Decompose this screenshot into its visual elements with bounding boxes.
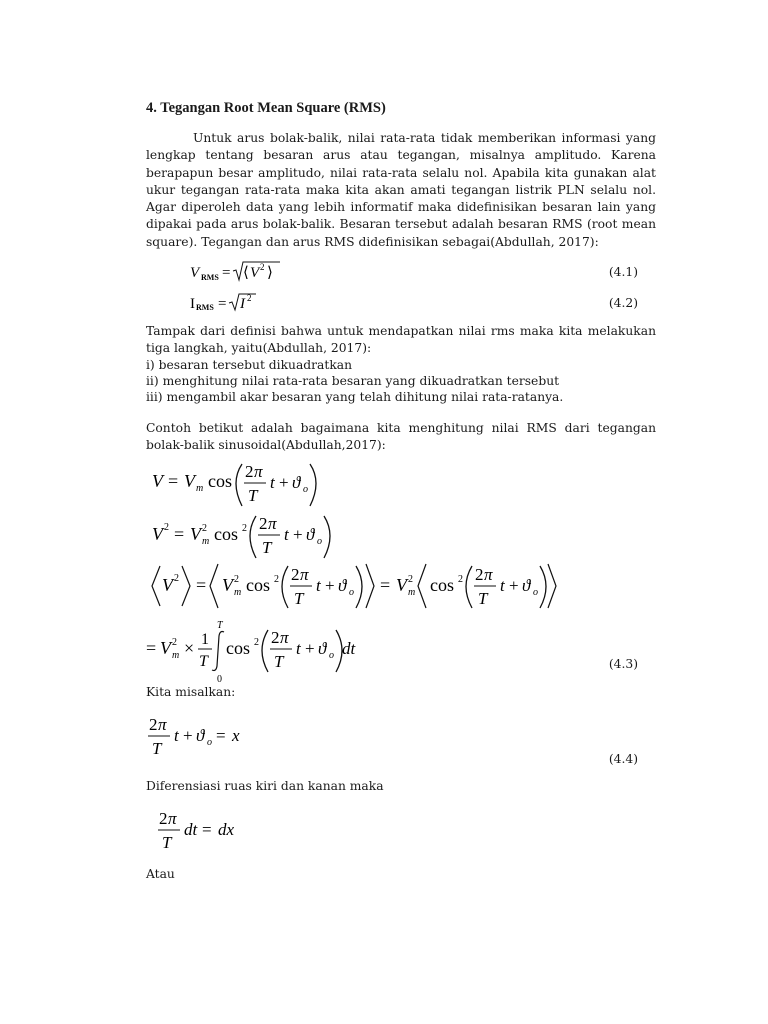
svg-text:cos: cos — [208, 471, 232, 491]
svg-text:o: o — [533, 587, 538, 598]
equation-number-4-1: (4.1) — [608, 265, 638, 279]
step-item: iii) mengambil akar besaran yang telah dihitung nilai rata-ratanya. — [146, 390, 564, 404]
svg-text:V: V — [396, 575, 407, 595]
svg-text:t: t — [284, 525, 289, 544]
svg-text:0: 0 — [217, 674, 222, 685]
step-item: i) besaran tersebut dikuadratkan — [146, 358, 353, 372]
svg-text:+: + — [305, 639, 315, 658]
svg-text:=: = — [146, 638, 157, 658]
svg-text:dx: dx — [218, 820, 235, 839]
svg-text:=: = — [380, 575, 391, 595]
svg-text:T: T — [294, 589, 304, 608]
svg-text:+: + — [183, 726, 193, 745]
svg-text:2: 2 — [274, 574, 279, 585]
svg-text:ϑ: ϑ — [338, 576, 347, 595]
svg-text:V: V — [152, 524, 163, 544]
svg-text:2: 2 — [271, 628, 280, 647]
svg-text:=: = — [202, 820, 212, 839]
svg-text:2: 2 — [159, 809, 168, 828]
svg-text:t: t — [316, 576, 321, 595]
svg-text:=: = — [196, 575, 207, 595]
svg-text:m: m — [172, 650, 180, 661]
svg-text:π: π — [254, 462, 263, 481]
svg-text:t: t — [174, 726, 179, 745]
atau-text: Atau — [146, 867, 175, 881]
svg-text:T: T — [274, 652, 284, 671]
diferensiasi-text: Diferensiasi ruas kiri dan kanan maka — [146, 779, 384, 793]
svg-text:×: × — [184, 638, 195, 658]
svg-text:T: T — [478, 589, 488, 608]
equation-number-4-2: (4.2) — [608, 296, 638, 310]
equation-number-4-3: (4.3) — [608, 657, 638, 671]
svg-text:ϑ: ϑ — [522, 576, 531, 595]
svg-text:dt: dt — [342, 639, 356, 658]
svg-text:=: = — [216, 726, 226, 745]
svg-text:cos: cos — [430, 575, 454, 595]
svg-text:π: π — [158, 715, 167, 734]
svg-text:cos: cos — [246, 575, 270, 595]
svg-text:2: 2 — [260, 262, 265, 272]
svg-text:+: + — [325, 576, 335, 595]
svg-text:=: = — [168, 471, 179, 491]
svg-text:2: 2 — [164, 522, 169, 533]
svg-text:I: I — [190, 296, 195, 312]
svg-text:1: 1 — [201, 631, 209, 648]
svg-text:T: T — [217, 620, 223, 631]
equation-4-4 — [146, 712, 286, 767]
svg-text:T: T — [248, 486, 258, 505]
equation-4-2 — [190, 292, 270, 319]
intro-paragraph: Untuk arus bolak-balik, nilai rata-rata tidak memberikan informasi yang lengkap tentang besaran arus atau tegangan, misalnya amplitudo. Karena berapapun besar amplitudo, nilai rata-rata selalu nol. Apabila kita gunakan alat ukur tegangan rata-rata maka kita akan amati tegangan listrik PLN selalu nol. Agar diperoleh data yang lebih informatif maka didefinisikan besaran lain yang dipakai pada arus bolak-balik. Besaran tersebut adalah besaran RMS (root mean square). Tegangan dan arus RMS didefinisikan sebagai(Abdullah, 2017): — [146, 131, 656, 249]
svg-text:T: T — [162, 833, 172, 852]
svg-text:V: V — [222, 575, 233, 595]
svg-text:V: V — [250, 265, 260, 281]
svg-text:⟨: ⟨ — [243, 265, 249, 281]
svg-text:m: m — [196, 483, 204, 494]
kita-misalkan-text: Kita misalkan: — [146, 685, 236, 699]
svg-text:2: 2 — [234, 574, 239, 585]
svg-text:2: 2 — [458, 574, 463, 585]
svg-text:+: + — [293, 525, 303, 544]
svg-text:t: t — [500, 576, 505, 595]
svg-text:V: V — [162, 575, 173, 595]
svg-text:o: o — [317, 536, 322, 547]
svg-text:π: π — [484, 565, 493, 584]
svg-text:o: o — [303, 484, 308, 495]
svg-text:T: T — [152, 739, 162, 758]
svg-text:m: m — [202, 536, 210, 547]
svg-text:2: 2 — [291, 565, 300, 584]
equation-differential — [156, 806, 256, 861]
svg-text:⟩: ⟩ — [267, 265, 273, 281]
svg-text:RMS: RMS — [196, 303, 214, 312]
svg-text:o: o — [349, 587, 354, 598]
svg-text:m: m — [234, 587, 242, 598]
svg-text:π: π — [280, 628, 289, 647]
svg-text:cos: cos — [214, 524, 238, 544]
svg-text:+: + — [509, 576, 519, 595]
steps-intro: Tampak dari definisi bahwa untuk mendapatkan nilai rms maka kita melakukan tiga langkah, yaitu(Abdullah, 2017): — [146, 324, 656, 356]
svg-text:dt: dt — [184, 820, 198, 839]
svg-text:+: + — [279, 473, 289, 492]
svg-text:2: 2 — [254, 637, 259, 648]
equation-line-2 — [152, 514, 330, 558]
svg-text:=: = — [174, 524, 185, 544]
svg-text:V: V — [190, 524, 201, 544]
svg-text:2: 2 — [172, 637, 177, 648]
equation-4-1 — [190, 260, 300, 291]
svg-text:2: 2 — [245, 462, 254, 481]
svg-text:ϑ: ϑ — [196, 726, 205, 745]
step-item: ii) menghitung nilai rata-rata besaran yang dikuadratkan tersebut — [146, 374, 560, 388]
svg-text:T: T — [199, 653, 208, 670]
svg-text:π: π — [300, 565, 309, 584]
svg-text:2: 2 — [174, 573, 179, 584]
section-heading: 4. Tegangan Root Mean Square (RMS) — [146, 100, 386, 116]
svg-text:V: V — [160, 638, 171, 658]
svg-text:cos: cos — [226, 638, 250, 658]
svg-text:t: t — [270, 473, 275, 492]
svg-text:ϑ: ϑ — [306, 525, 315, 544]
svg-text:V: V — [184, 471, 195, 491]
svg-text:π: π — [168, 809, 177, 828]
equation-line-1 — [152, 462, 316, 506]
svg-text:2: 2 — [202, 523, 207, 534]
svg-text:o: o — [207, 737, 212, 748]
svg-text:2: 2 — [475, 565, 484, 584]
svg-text:o: o — [329, 650, 334, 661]
svg-text:2: 2 — [259, 514, 268, 533]
svg-text:I: I — [240, 296, 245, 312]
svg-text:m: m — [408, 587, 416, 598]
svg-text:π: π — [268, 514, 277, 533]
equation-line-4 — [146, 620, 357, 685]
svg-text:V: V — [152, 471, 163, 491]
rms-subscript: RMS — [201, 273, 219, 282]
derivation-block — [146, 458, 566, 693]
equation-line-3 — [152, 564, 556, 608]
svg-text:ϑ: ϑ — [318, 639, 327, 658]
svg-text:2: 2 — [408, 574, 413, 585]
svg-text:2: 2 — [247, 293, 252, 303]
equation-number-4-4: (4.4) — [608, 752, 638, 766]
svg-text:=: = — [222, 265, 231, 281]
svg-text:ϑ: ϑ — [292, 473, 301, 492]
svg-text:2: 2 — [149, 715, 158, 734]
svg-text:V: V — [190, 265, 200, 281]
svg-text:x: x — [232, 726, 240, 745]
svg-text:T: T — [262, 538, 272, 557]
svg-text:=: = — [218, 296, 227, 312]
svg-text:2: 2 — [242, 523, 247, 534]
example-paragraph: Contoh betikut adalah bagaimana kita menghitung nilai RMS dari tegangan bolak-balik sinusoidal(Abdullah,2017): — [146, 421, 656, 453]
svg-text:t: t — [296, 639, 301, 658]
